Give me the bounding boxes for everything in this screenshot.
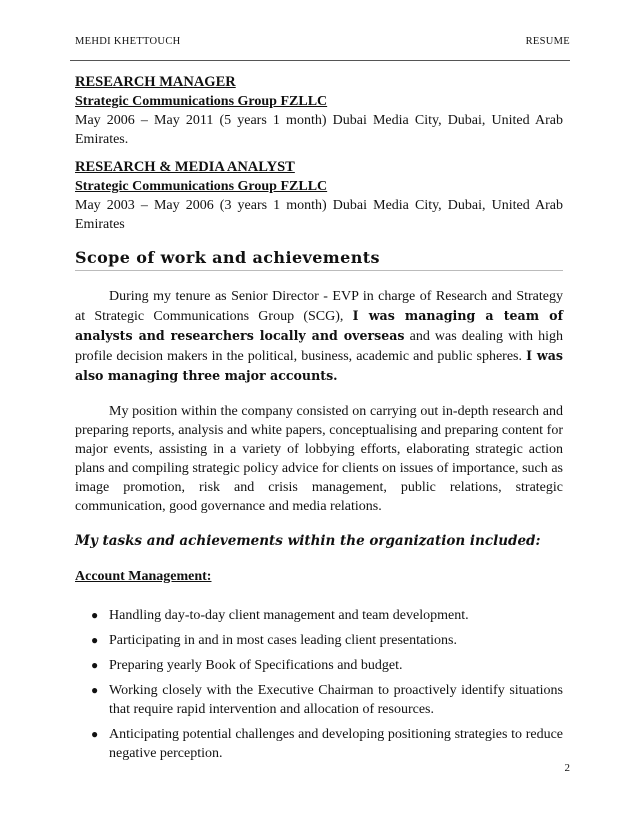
account-management-heading: Account Management: [75, 569, 212, 584]
bullet-icon: ● [91, 683, 99, 697]
header-doc-type: RESUME [525, 36, 570, 47]
header-divider [70, 60, 570, 61]
bullet-icon: ● [91, 727, 99, 741]
job-dates: May 2006 – May 2011 (5 years 1 month) Dubai Media City, Dubai, United Arab Emirates. [75, 113, 563, 147]
job-entry [75, 73, 563, 149]
header-name: MEHDI KHETTOUCH [75, 36, 181, 47]
bullet-icon: ● [91, 633, 99, 647]
list-item [75, 681, 563, 719]
page-body [75, 73, 563, 769]
paragraph-text: During my tenure as Senior Director - EVP in charge of Research and Strategy at Strategic Communications Group (SCG), [75, 289, 563, 324]
bullet-icon: ● [91, 608, 99, 622]
job-title: RESEARCH & MEDIA ANALYST [75, 159, 295, 175]
bullet-icon: ● [91, 658, 99, 672]
tasks-heading: My tasks and achievements within the organization included: [75, 533, 541, 549]
list-item-text: Participating in and in most cases leading client presentations. [109, 633, 457, 648]
section-title: Scope of work and achievements [75, 248, 563, 271]
paragraph-bold: I was managing a team of analysts and researchers locally and overseas [75, 308, 563, 343]
paragraph-bold: I was also managing three major accounts. [75, 348, 564, 383]
page-header [75, 36, 570, 47]
list-item [75, 656, 563, 675]
job-title: RESEARCH MANAGER [75, 74, 236, 90]
list-item-text: Preparing yearly Book of Specifications and budget. [109, 658, 403, 673]
list-item-text: Anticipating potential challenges and developing positioning strategies to reduce negative perception. [109, 727, 563, 761]
list-item-text: Handling day-to-day client management and team development. [109, 608, 469, 623]
job-company: Strategic Communications Group FZLLC [75, 94, 328, 109]
job-entry [75, 158, 563, 234]
account-management-list [75, 606, 563, 763]
list-item-text: Working closely with the Executive Chairman to proactively identify situations that require rapid intervention and allocation of resources. [109, 683, 563, 717]
list-item [75, 631, 563, 650]
list-item [75, 725, 563, 763]
job-company: Strategic Communications Group FZLLC [75, 179, 328, 194]
page-number: 2 [564, 762, 570, 774]
job-dates: May 2003 – May 2006 (3 years 1 month) Dubai Media City, Dubai, United Arab Emirates [75, 198, 563, 232]
paragraph-text: and was dealing with high profile decision makers in the political, business, academic and public spheres. [75, 329, 563, 364]
list-item [75, 606, 563, 625]
scope-paragraph-1 [75, 287, 563, 386]
scope-paragraph-2: My position within the company consisted on carrying out in-depth research and preparing reports, analysis and white papers, conceptualising and preparing content for major events, assisting in a variety of lobbying efforts, elaborating strategic action plans and compiling strategic policy advice for clients on issues of importance, such as image promotion, risk and crisis management, public relations, strategic communication, good governance and media relations. [75, 404, 563, 514]
